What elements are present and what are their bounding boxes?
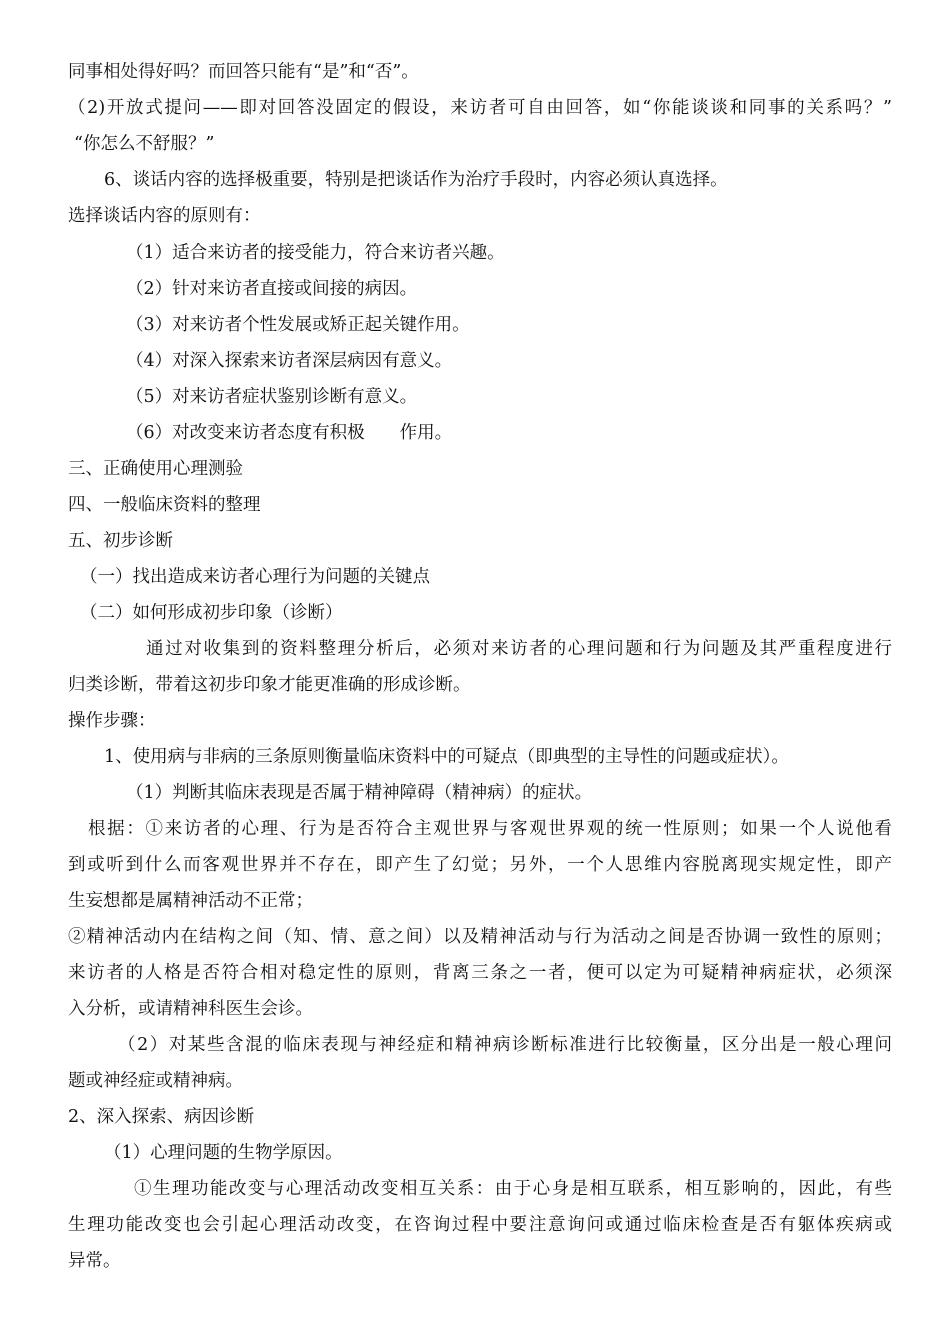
- paragraph-line: ②精神活动内在结构之间（知、情、意之间）以及精神活动与行为活动之间是否协调一致性的原则；: [68, 927, 892, 947]
- subsection-heading: （二）如何形成初步印象（诊断）: [80, 603, 343, 623]
- text-line: 6、谈话内容的选择极重要，特别是把谈话作为治疗手段时，内容必须认真选择。: [104, 170, 728, 190]
- text-line: “你怎么不舒服？”: [74, 134, 215, 154]
- paragraph-line: 生理功能改变也会引起心理活动改变，在咨询过程中要注意询问或通过临床检查是否有躯体疾病或: [68, 1215, 892, 1235]
- list-item: （4）对深入探索来访者深层病因有意义。: [126, 351, 453, 371]
- paragraph-line: ①生理功能改变与心理活动改变相互关系：由于心身是相互联系，相互影响的，因此，有些: [134, 1179, 892, 1199]
- list-item: （3）对来访者个性发展或矫正起关键作用。: [126, 315, 470, 335]
- section-heading: 三、正确使用心理测验: [68, 459, 243, 479]
- paragraph-line: 题或神经症或精神病。: [68, 1071, 243, 1091]
- text-line: 操作步骤：: [68, 711, 156, 731]
- text-line: 2、深入探索、病因诊断: [68, 1107, 255, 1127]
- text-line: 1、使用病与非病的三条原则衡量临床资料中的可疑点（即典型的主导性的问题或症状）。: [104, 747, 789, 767]
- paragraph-line: 来访者的人格是否符合相对稳定性的原则，背离三条之一者，便可以定为可疑精神病症状，必须深: [68, 963, 892, 983]
- list-item: （2）针对来访者直接或间接的病因。: [126, 279, 418, 299]
- text-line: 同事相处得好吗？而回答只能有“是”和“否”。: [68, 62, 419, 82]
- paragraph-line: 通过对收集到的资料整理分析后，必须对来访者的心理问题和行为问题及其严重程度进行: [146, 639, 892, 659]
- paragraph-line: 生妄想都是属精神活动不正常；: [68, 891, 313, 911]
- list-item: （1）适合来访者的接受能力，符合来访者兴趣。: [126, 243, 505, 263]
- paragraph-line: 归类诊断，带着这初步印象才能更准确的形成诊断。: [68, 675, 471, 695]
- paragraph-line: 根据：①来访者的心理、行为是否符合主观世界与客观世界观的统一性原则；如果一个人说他看: [88, 819, 892, 839]
- text-line: （2)开放式提问——即对回答没固定的假设，来访者可自由回答，如“你能谈谈和同事的关系吗？”: [68, 98, 892, 118]
- section-heading: 五、初步诊断: [68, 531, 173, 551]
- paragraph-line: （2）对某些含混的临床表现与神经症和精神病诊断标准进行比较衡量，区分出是一般心理问: [118, 1035, 892, 1055]
- section-heading: 四、一般临床资料的整理: [68, 495, 261, 515]
- text-line: （1）判断其临床表现是否属于精神障碍（精神病）的症状。: [126, 783, 593, 803]
- paragraph-line: 异常。: [68, 1251, 121, 1271]
- subsection-heading: （一）找出造成来访者心理行为问题的关键点: [80, 567, 430, 587]
- list-item: （5）对来访者症状鉴别诊断有意义。: [126, 387, 418, 407]
- list-item: （6）对改变来访者态度有积极 作用。: [126, 423, 453, 443]
- text-line: （1）心理问题的生物学原因。: [104, 1143, 343, 1163]
- paragraph-line: 入分析，或请精神科医生会诊。: [68, 999, 313, 1019]
- paragraph-line: 到或听到什么而客观世界并不存在，即产生了幻觉；另外，一个人思维内容脱离现实规定性，即产: [68, 855, 892, 875]
- text-line: 选择谈话内容的原则有：: [68, 206, 261, 226]
